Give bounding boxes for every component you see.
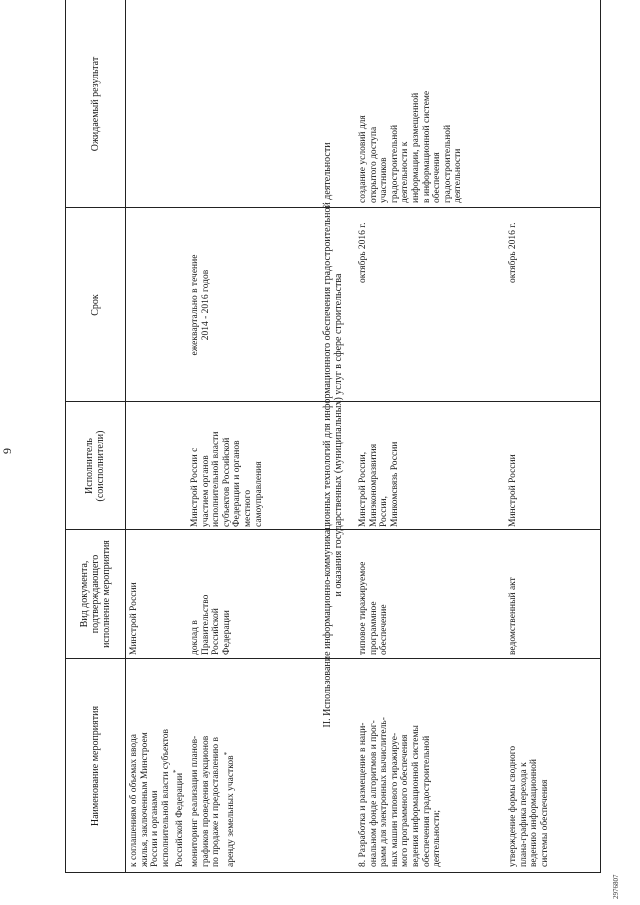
row3-doc-type: типовое тиражируемое программное обеспечение: [358, 561, 390, 655]
table-bottom-border: [600, 0, 601, 873]
row2-deadline: ежеквартально в течение 2014 - 2016 годов: [190, 254, 211, 356]
col-border: [65, 872, 600, 873]
row2-executor: Минстрой России с участием органов исполнительной власти субъектов Российской Федерации и органов местного самоуправления: [190, 431, 264, 527]
row4-deadline: октябрь 2016 г.: [508, 222, 518, 283]
row2-doc-type: доклад в Правительство Российской Федерации: [190, 594, 232, 655]
row3-deadline: октябрь 2016 г.: [358, 222, 368, 283]
header-bottom-border: [125, 0, 126, 873]
header-deadline: Срок: [89, 294, 101, 316]
header-executor: Исполнитель (соисполнители): [84, 430, 106, 502]
row1-name: к соглашениям об объемах ввода жилья, заключенным Минстроем России и органами исполнительной власти субъектов Российской Федерации*: [129, 729, 186, 867]
footnote-star: *: [222, 751, 231, 756]
header-doc-type: Вид документа, подтверждающего исполнение мероприятия: [78, 540, 112, 648]
header-result: Ожидаемый результат: [89, 56, 101, 152]
row3-result: создание условий для открытого доступа участников градостроительной деятельности к информации, размещенной в информационной системе обеспечения градостроительной деятельности: [358, 90, 464, 203]
row4-executor: Минстрой России: [508, 454, 518, 527]
row1-doc-type: Минстрой России: [129, 582, 139, 655]
document-code: 2976807: [612, 874, 620, 899]
section-title: II. Использование информационно-коммуникационных технологий для информационного обеспечения градостроительной деятельности и оказания государственных (муниципальных) услуг в сфере строительства: [322, 142, 344, 728]
footnote-star: *: [172, 769, 181, 773]
header-name: Наименование мероприятия: [89, 705, 101, 827]
row4-doc-type: ведомственный акт: [508, 577, 518, 655]
row4-name: утверждение формы сводного плана-графика перехода к ведению информационной системы обеспечения: [508, 745, 550, 867]
row2-name: мониторинг реализации планов- графиков проведения аукционов по продаже и предоставлению в аренду земельных участков*: [190, 735, 236, 867]
row3-executor: Минстрой России, Минэкономразвития России, Минкомсвязь России: [358, 441, 400, 527]
page-number: 9: [0, 448, 14, 454]
row3-name: 8. Разработка и размещение в наци- ональном фонде алгоритмов и прог- рамм для электронных вычислитель- ных машин типового тиражируе- мого программного обеспечения ведения информационной системы обеспечения градостроительной деятельности;: [358, 717, 443, 867]
